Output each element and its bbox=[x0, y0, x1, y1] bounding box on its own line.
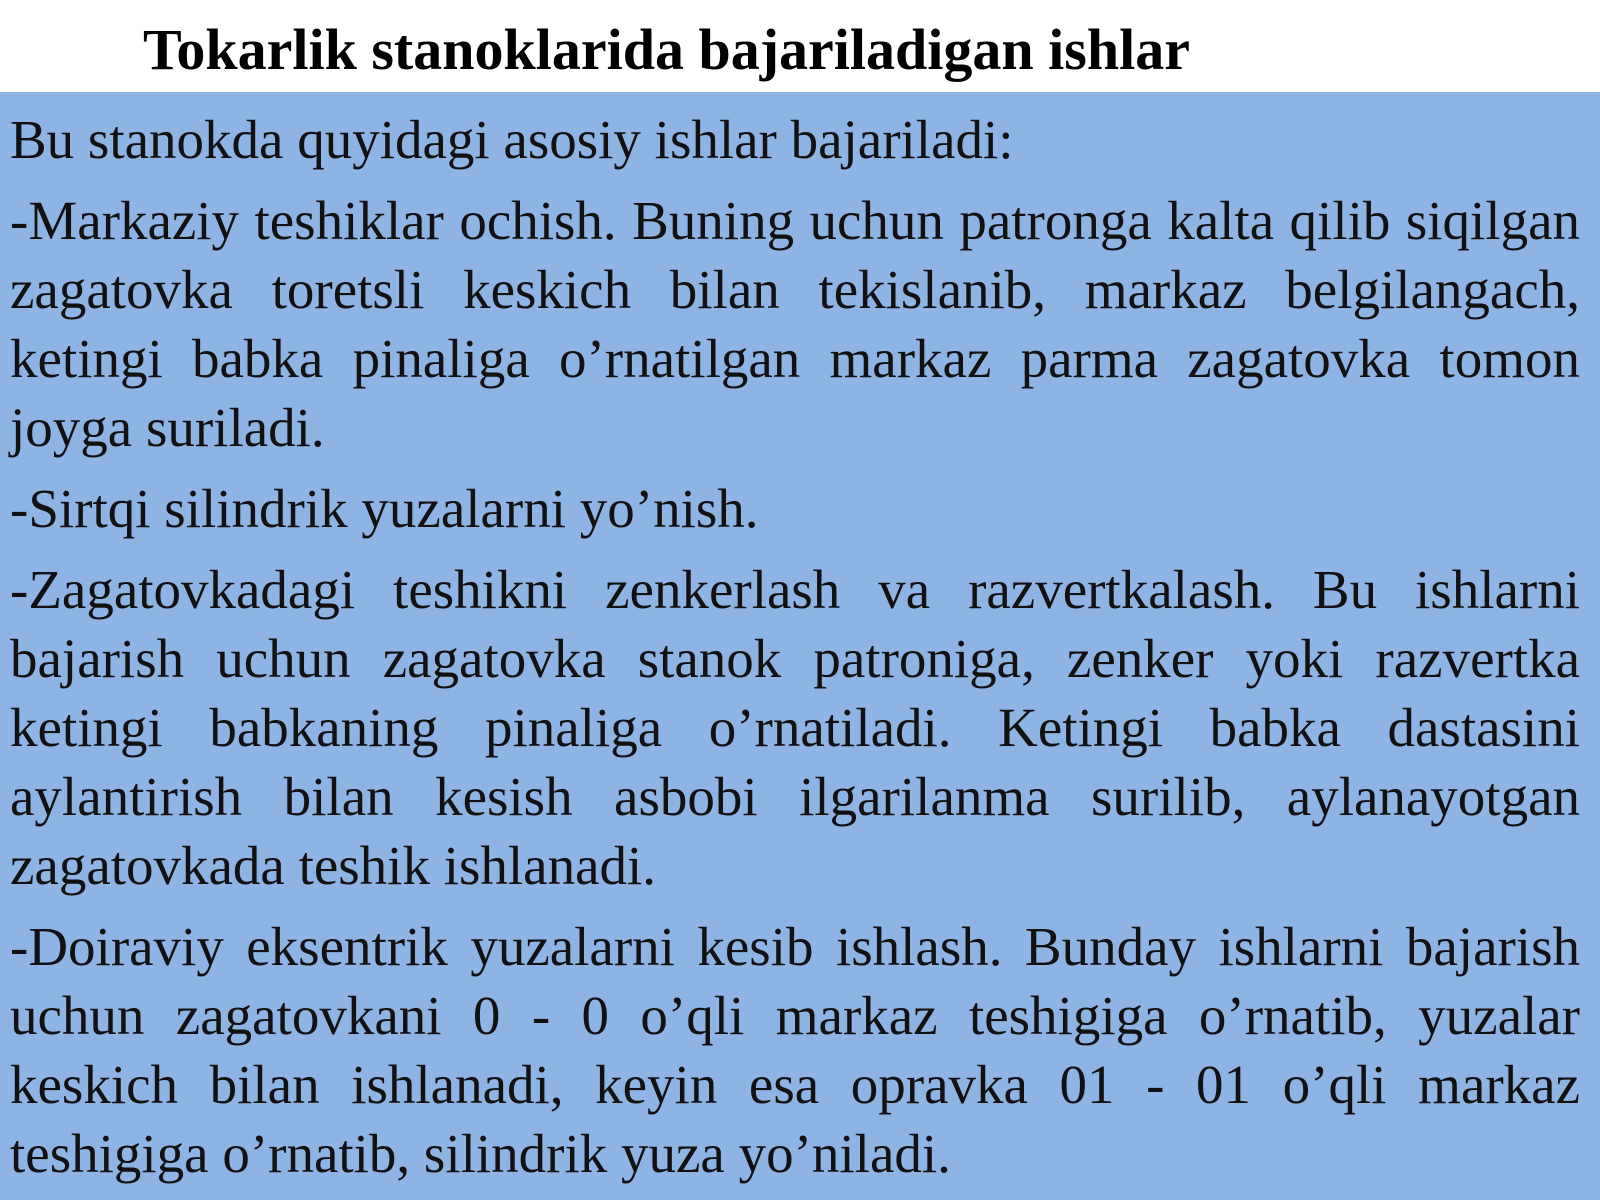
slide-title: Tokarlik stanoklarida bajariladigan ishlar bbox=[143, 17, 1190, 82]
paragraph-center-holes: -Markaziy teshiklar ochish. Buning uchun patronga kalta qilib siqilgan zagatovka toretsli keskich bilan tekislanib, markaz belgilangach, ketingi babka pinaliga o’rnatilgan markaz parma zagatovka tomon joyga suriladi. bbox=[10, 190, 1580, 458]
content-text bbox=[10, 105, 1580, 1200]
intro-paragraph: Bu stanokda quyidagi asosiy ishlar bajariladi: bbox=[10, 109, 1014, 170]
content-box bbox=[0, 92, 1600, 1200]
paragraph-cylindrical-turning: -Sirtqi silindrik yuzalarni yo’nish. bbox=[10, 478, 759, 539]
paragraph-eccentric-surfaces: -Doiraviy eksentrik yuzalarni kesib ishlash. Bunday ishlarni bajarish uchun zagatovkani 0 - 0 o’qli markaz teshigiga o’rnatib, yuzalar keskich bilan ishlanadi, keyin esa opravka 01 - 01 o’qli markaz teshigiga o’rnatib, silindrik yuza yo’niladi. bbox=[10, 916, 1580, 1184]
paragraph-countersinking-reaming: -Zagatovkadagi teshikni zenkerlash va razvertkalash. Bu ishlarni bajarish uchun zagatovka stanok patroniga, zenker yoki razvertka ketingi babkaning pinaliga o’rnatiladi. Ketingi babka dastasini aylantirish bilan kesish asbobi ilgarilanma surilib, aylanayotgan zagatovkada teshik ishlanadi. bbox=[10, 559, 1580, 896]
